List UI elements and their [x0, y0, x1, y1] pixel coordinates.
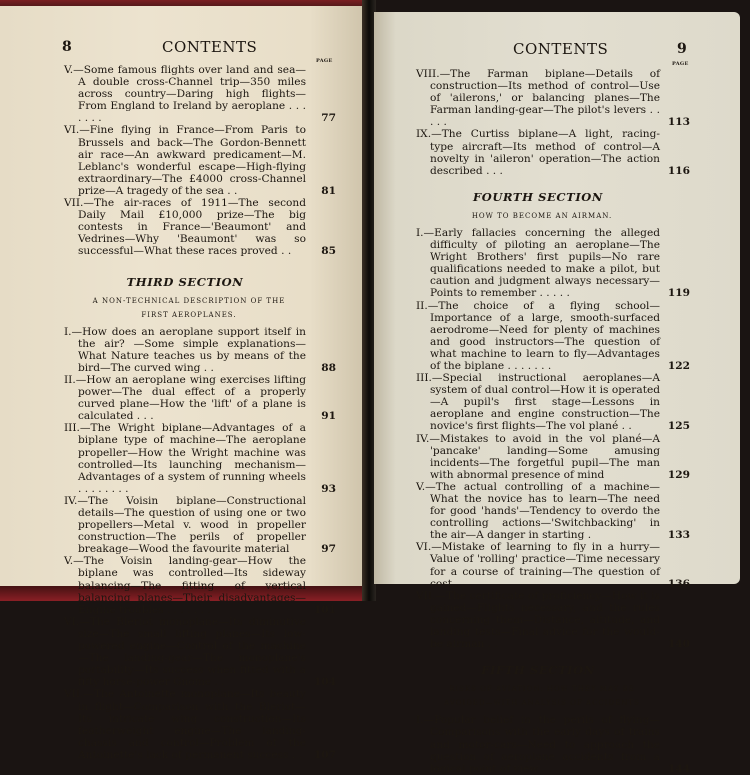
toc-entry[interactable]: V.—The actual controlling of a machine—What the novice has to learn—The need for good 'hands'—Tendency to overdo the controlling actions—'Switchbacking' in the air—A danger in starting . 133	[416, 480, 690, 542]
page-column-label: PAGE	[672, 61, 689, 67]
toc-entry[interactable]: IV.—Mistakes to avoid in the vol plané—A 'pancake' landing—Some amusing incidents—The forgetful pupil—The man with abnormal presence of mind 129	[416, 432, 690, 481]
toc-entry[interactable]: VIII.—The Farman biplane—Details of construction—Its method of control—Use of 'ailerons,' or balancing planes—The Farman landing-gear—The pilot's levers . . . . . 113	[416, 68, 690, 129]
toc-entry[interactable]: VII.—The air-races of 1911—The second Daily Mail £10,000 prize—The big contests in France—'Beaumont' and Vedrines—Why 'Beaumont' was so successful—What these races proved . . 85	[64, 197, 336, 258]
toc-page-number: 119	[667, 287, 690, 300]
section-title: FIFTH SECTION	[481, 663, 595, 678]
toc-entry[interactable]: III.—Special instructional aeroplanes—A system of dual control—How it is operated—A pupil's first stage—Lessons in aeroplane and engine construction—The novice's first flights—The vol plané . . 125	[416, 372, 690, 433]
toc-entry[interactable]: VI.—The Bleriot monoplane—Its diminutive size—The small lifting planes—Its low-powered engine—Control of the machine—The landing-gear—The monoplane's portability—Its success when fitted with a fifty horse-power Gnome . . 104	[64, 615, 336, 689]
toc-entry[interactable]: VII.—The certificate of proficiency—How it is gained—Flights necessary, and the rules concerning them—Distance, altitude, and landing tests—Final advice for the would-be airman . . 140	[416, 589, 690, 651]
toc-entry[interactable]: VI.—Mistake of learning to fly in a hurry—Value of 'rolling' practice—Time necessary for a course of training—The question of cost . . . . 136	[416, 541, 690, 590]
page-header: CONTENTS	[513, 40, 609, 58]
toc-page-number: 97	[321, 543, 336, 556]
toc-page-number: 140	[667, 638, 690, 651]
toc-entry[interactable]: IV.—The Voisin biplane—Constructional details—The question of using one or two propellers—Metal v. wood in propeller construction—The perils of propeller breakage—Wood the favourite material 97	[64, 494, 336, 556]
page-number: 8	[62, 39, 72, 55]
toc-entry[interactable]: II.—The choice of a flying school—Importance of a large, smooth-surfaced aerodrome—Need for plenty of machines and good instructors—The question of what machine to learn to fly—Advantages of the biplane . . . . . . . 122	[416, 299, 690, 372]
toc-page-number: 81	[321, 184, 336, 197]
toc-entry[interactable]: VI.—Fine flying in France—From Paris to Brussels and back—The Gordon-Bennett air race—An awkward predicament—M. Leblanc's wonderful escape—High-flying extraordinary—The £4000 cross-Channel prize—A tragedy of the sea . . 81	[64, 124, 336, 197]
toc-entry[interactable]: III.—The Wright biplane—Advantages of a biplane type of machine—The aeroplane propeller—How the Wright machine was controlled—Its launching mechanism—Advantages of a system of running wheels . . . . . . . . 93	[64, 422, 336, 495]
toc-page-number: 136	[667, 577, 690, 590]
toc-page-number: 101	[313, 603, 336, 616]
toc-entry[interactable]: I.—Popular belief in the perils of flying—Comparisons with the early days of trains and motor-cars—Need to approach the question of aeroplane accidents from a logical point of view . . . 144	[416, 714, 690, 775]
toc-page-number: 144	[667, 762, 690, 775]
section-subtitle: RISKS OF AVIATION: HOW THEY MAY BE AVOIDED—WITH ANALYSIS OF ACCIDENTS	[444, 685, 640, 708]
section-subtitle: HOW TO BECOME AN AIRMAN.	[471, 211, 613, 220]
section-subtitle: A NON-TECHNICAL DESCRIPTION OF THE FIRST AEROPLANES.	[92, 296, 286, 319]
toc-page-number: 104	[313, 676, 336, 689]
toc-page-number: 85	[321, 245, 336, 258]
toc-page-number: 107	[313, 748, 336, 761]
toc-page-number: 93	[321, 482, 336, 495]
page-number: 9	[677, 41, 687, 57]
toc-page-number: 77	[321, 112, 336, 125]
page-column-label: PAGE	[316, 58, 333, 64]
toc-entry[interactable]: II.—How an aeroplane wing exercises lifting power—The dual effect of a properly curved plane—How the 'lift' of a plane is calculated . . . 91	[64, 373, 336, 423]
toc-entry[interactable]: V.—Some famous flights over land and sea—A double cross-Channel trip—350 miles across country—Daring high flights—From England to Ireland by aeroplane . . . . . . . 77	[64, 64, 336, 125]
toc-entry[interactable]: I.—Early fallacies concerning the alleged difficulty of piloting an aeroplane—The Wright Brothers' first pupils—No rare qualifications needed to make a pilot, but caution and judgment always necessary—Points to remember . . . . . 119	[416, 226, 690, 300]
section-title: THIRD SECTION	[126, 274, 244, 289]
toc-page-number: 91	[321, 410, 336, 423]
section-title: FOURTH SECTION	[472, 189, 604, 204]
page-header: CONTENTS	[162, 38, 258, 56]
left-page	[0, 6, 364, 761]
toc-page-number: 88	[321, 361, 336, 374]
toc-page-number: 133	[667, 529, 690, 542]
toc-page-number: 113	[667, 116, 690, 129]
toc-right	[416, 68, 690, 775]
toc-page-number: 125	[667, 420, 690, 433]
toc-entry[interactable]: IX.—The Curtiss biplane—A light, racing-type aircraft—Its method of control—A novelty in 'aileron' operation—The action described . . . 116	[416, 128, 690, 177]
right-page	[374, 12, 740, 775]
toc-page-number: 122	[667, 359, 690, 372]
toc-page-number: 116	[667, 164, 690, 177]
toc-left	[64, 64, 336, 761]
toc-entry[interactable]: VII.—The Antoinette monoplane—Its beauty in flight—Comparison with the Bleriot—Its intricate wing construction—Its featherweight engine—The landing-chassis and control—Problem of the Antoinette's lack of permanent success . . 107	[64, 688, 336, 761]
toc-page-number: 129	[667, 468, 690, 481]
toc-entry[interactable]: V.—The Voisin landing-gear—How the biplane was controlled—Its sideway balancing—The fitting of vertical balancing planes—Their disadvantages—Engine troubles . . . . . . . 101	[64, 555, 336, 616]
toc-entry[interactable]: I.—How does an aeroplane support itself in the air? —Some simple explanations—What Nature teaches us by means of the bird—The curved wing . . 88	[64, 325, 336, 374]
